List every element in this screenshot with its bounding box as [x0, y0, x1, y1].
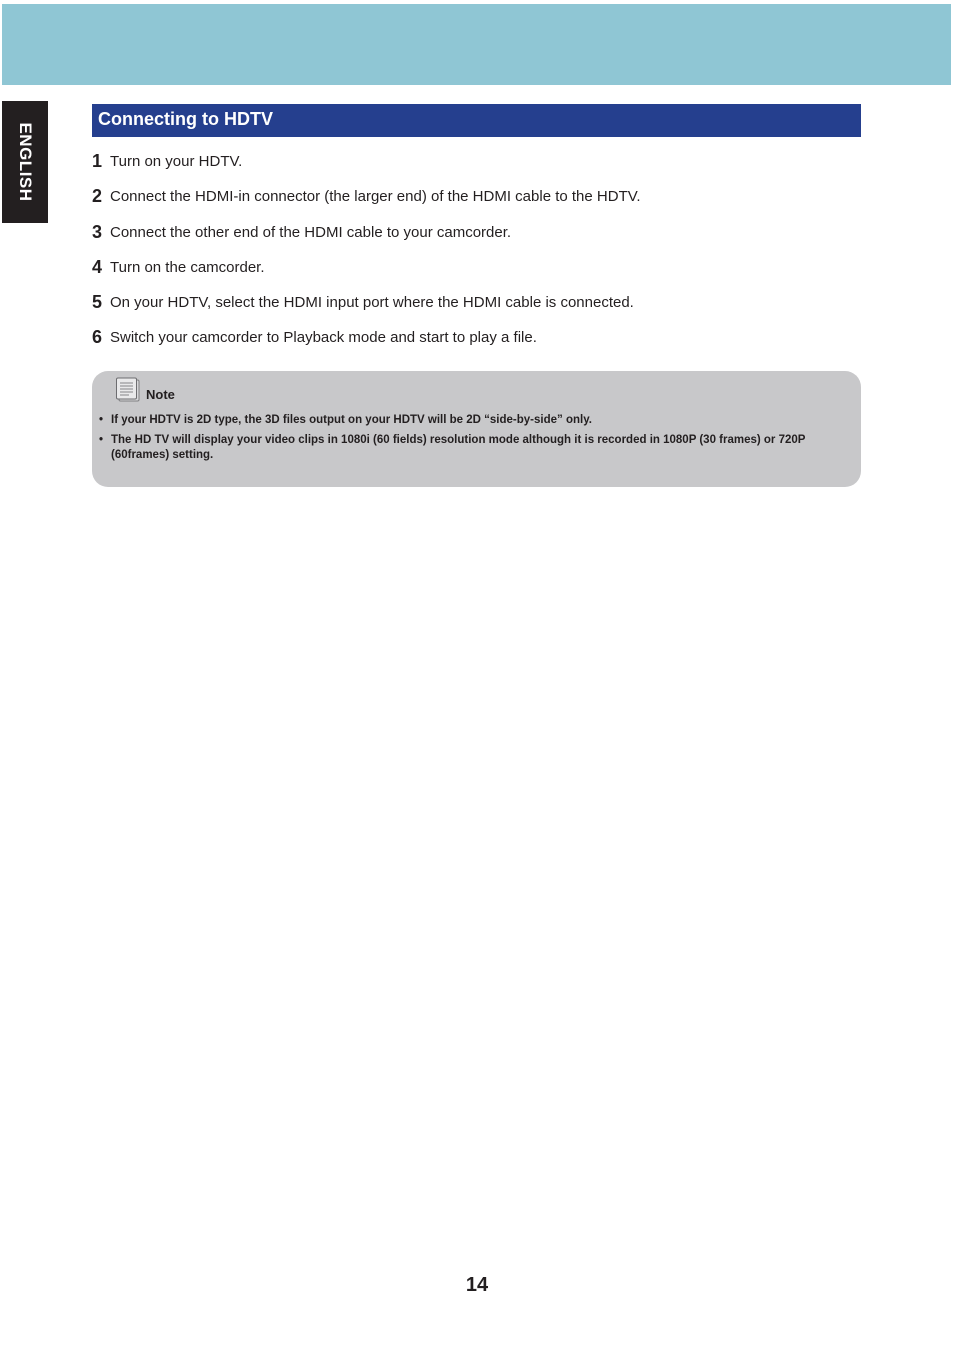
step-text: Turn on the camcorder.: [110, 258, 265, 276]
step-item: [92, 292, 862, 327]
note-box: [92, 371, 861, 487]
note-icon: [114, 376, 142, 404]
language-tab-label: ENGLISH: [16, 122, 35, 202]
section-title: Connecting to HDTV: [92, 104, 861, 137]
step-number: 4: [92, 256, 103, 277]
step-number: 3: [92, 221, 103, 242]
note-title: Note: [146, 387, 175, 402]
step-text: Connect the HDMI-in connector (the larger end) of the HDMI cable to the HDTV.: [110, 188, 641, 206]
step-number: 1: [92, 151, 103, 171]
step-number: 2: [92, 186, 103, 207]
note-item: [99, 433, 851, 463]
step-text: Switch your camcorder to Playback mode and start to play a file.: [110, 329, 537, 347]
step-item: [92, 151, 862, 186]
bullet-icon: •: [99, 414, 104, 426]
step-text: On your HDTV, select the HDMI input port where the HDMI cable is connected.: [110, 294, 634, 312]
steps-list: [92, 151, 862, 363]
step-item: [92, 257, 862, 292]
page-number: 14: [465, 1274, 489, 1296]
note-item: [99, 413, 851, 428]
note-item-text: If your HDTV is 2D type, the 3D files output on your HDTV will be 2D “side-by-side” only.: [111, 414, 592, 426]
language-tab: [2, 101, 48, 223]
step-item: [92, 327, 862, 362]
step-text: Turn on your HDTV.: [110, 153, 243, 170]
step-item: [92, 222, 862, 257]
top-banner: [2, 4, 951, 85]
step-item: [92, 186, 862, 221]
step-number: 5: [92, 292, 103, 313]
bullet-icon: •: [99, 434, 104, 446]
note-list: [99, 413, 851, 468]
step-text: Connect the other end of the HDMI cable to your camcorder.: [110, 223, 512, 241]
step-number: 6: [92, 327, 103, 348]
note-item-text: The HD TV will display your video clips in 1080i (60 fields) resolution mode although it is recorded in 1080P (30 frames) or 720P (60frames) setting.: [111, 434, 806, 461]
